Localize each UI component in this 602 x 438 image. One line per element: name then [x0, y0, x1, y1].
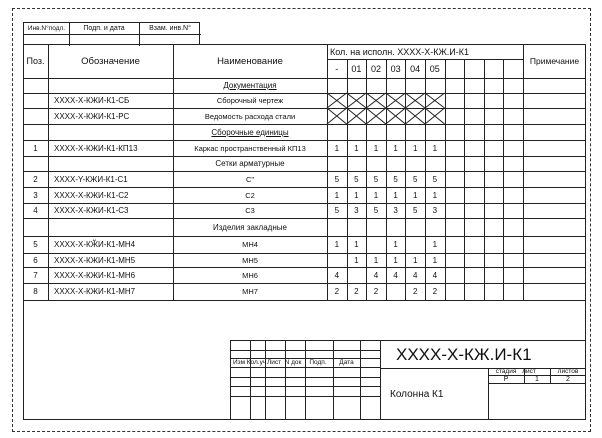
- stage-label: стадия: [495, 368, 517, 375]
- row-designation: XXXX-X-КЖИ-К1-С2: [54, 190, 129, 200]
- title-block-line: [305, 340, 306, 420]
- row-pos: 2: [33, 174, 38, 184]
- row-qty: [425, 108, 445, 124]
- row-pos: 3: [33, 190, 38, 200]
- revision-header: Подп.: [309, 359, 327, 366]
- row-designation: XXXX-X-КЖИ-К1-КП13: [54, 143, 138, 153]
- stamp-header-sign: Подп. и дата: [83, 25, 125, 32]
- header-name: Наименование: [217, 55, 283, 67]
- row-qty: 1: [354, 143, 359, 153]
- row-name: Сборочный чертеж: [216, 96, 284, 105]
- row-designation: XXXX-X-КЖИ-К1-С3: [54, 206, 129, 215]
- row-designation: XXXX-Y-КЖИ-К1-С1: [54, 174, 128, 184]
- row-qty: [405, 108, 425, 124]
- row-qty: 4: [334, 270, 340, 280]
- revision-header: Изм: [232, 359, 246, 366]
- row-pos: 1: [33, 143, 38, 153]
- row-qty: 4: [432, 270, 438, 280]
- sheets-value: 2: [566, 375, 570, 383]
- title-block-line: [488, 383, 586, 384]
- row-qty: 5: [432, 174, 438, 184]
- stamp-header-inv: Инв.N°подл.: [27, 25, 66, 32]
- title-block-line: [285, 340, 286, 420]
- row-qty: 1: [354, 190, 359, 200]
- row-qty: 2: [412, 287, 418, 296]
- row-qty: 1: [412, 190, 418, 200]
- row-name: Ведомость расхода стали: [204, 111, 296, 121]
- row-qty: 4: [393, 270, 398, 280]
- row-qty: [425, 93, 445, 108]
- row-qty: 5: [373, 206, 379, 215]
- row-name: С": [245, 174, 255, 184]
- title-block-line: [360, 340, 361, 420]
- row-qty: 1: [393, 190, 398, 200]
- row-name: МН6: [242, 270, 258, 280]
- row-pos: 8: [33, 287, 38, 296]
- row-qty: 1: [432, 143, 438, 153]
- revision-header: Лист: [266, 359, 282, 366]
- row-qty: 3: [432, 206, 438, 215]
- title-block-line: [333, 340, 334, 420]
- row-qty: [366, 93, 386, 108]
- row-qty: 1: [373, 190, 379, 200]
- title-block-line: [250, 340, 251, 420]
- row-qty: 1: [432, 190, 438, 200]
- row-qty: 5: [334, 174, 340, 184]
- row-qty: 2: [373, 287, 379, 296]
- row-qty: [327, 93, 347, 108]
- row-qty: 4: [412, 270, 418, 280]
- row-qty: 1: [393, 240, 398, 249]
- stamp-header-replace: Взам. инв.N°: [149, 25, 191, 32]
- row-qty: 1: [432, 255, 438, 265]
- row-name: С3: [245, 206, 255, 215]
- row-pos: 5: [33, 240, 38, 249]
- revision-header: Кол.уч: [246, 359, 267, 366]
- header-qty-column: 02: [370, 63, 381, 74]
- row-qty: 1: [334, 143, 340, 153]
- row-qty: 1: [393, 143, 398, 153]
- section-heading: Сборочные единицы: [211, 127, 289, 137]
- header-pos: Поз.: [26, 56, 45, 66]
- row-qty: 5: [334, 206, 340, 215]
- row-designation: XXXX-X-КЖИ-К1-МН7: [54, 287, 136, 296]
- row-qty: 3: [393, 206, 398, 215]
- title-block-line: [230, 340, 231, 420]
- row-qty: [327, 108, 347, 124]
- row-qty: [347, 267, 367, 283]
- row-designation: XXXX-X-КӁИ-К1-МН4: [54, 240, 136, 249]
- header-qty-column: 03: [390, 63, 401, 74]
- row-qty: 1: [412, 255, 418, 265]
- revision-header: N док: [284, 359, 302, 366]
- row-pos: 4: [33, 206, 38, 215]
- row-qty: [366, 108, 386, 124]
- section-heading: Документация: [223, 81, 277, 90]
- row-pos: [23, 108, 48, 124]
- row-qty: 1: [432, 240, 438, 249]
- row-qty: [386, 93, 406, 108]
- sheet-label: лист: [522, 368, 536, 375]
- row-pos: [23, 93, 48, 108]
- header-qty-column: 01: [351, 63, 362, 74]
- row-pos: 6: [33, 255, 38, 265]
- row-qty: 4: [373, 270, 379, 280]
- row-qty: 2: [334, 287, 340, 296]
- row-qty: 5: [393, 174, 398, 184]
- subsection-heading: Изделия закладные: [213, 222, 287, 232]
- drawing-title: Колонна К1: [390, 388, 444, 400]
- sheets-label: листов: [557, 368, 579, 375]
- stage-value: Р: [503, 375, 509, 383]
- row-qty: 1: [354, 240, 359, 249]
- row-qty: 1: [412, 143, 418, 153]
- subsection-heading: Сетки арматурные: [215, 159, 285, 168]
- row-qty: [347, 93, 367, 108]
- drawing-code: XXXX-X-КЖ.И-К1: [396, 344, 532, 364]
- row-qty: 1: [334, 190, 340, 200]
- row-designation: XXXX-X-КЖИ-К1-СБ: [54, 96, 130, 105]
- header-qty-column: 05: [429, 63, 440, 74]
- row-qty: [327, 253, 347, 267]
- row-qty: 2: [354, 287, 359, 296]
- row-designation: XXXX-X-КЖИ-К1-МН6: [54, 270, 136, 280]
- row-name: МН5: [242, 255, 258, 265]
- row-designation: XXXX-X-КЖИ-К1-МН5: [54, 255, 136, 265]
- header-designation: Обозначение: [81, 55, 140, 67]
- row-qty: 1: [373, 255, 379, 265]
- header-qty-column: 04: [410, 63, 421, 74]
- header-note: Примечание: [529, 56, 580, 66]
- sheet-value: 1: [535, 375, 539, 383]
- revision-header: Дата: [339, 359, 354, 366]
- row-designation: XXXX-X-КЖИ-К1-РС: [54, 111, 130, 121]
- row-pos: 7: [33, 270, 38, 280]
- row-qty: 3: [354, 206, 359, 215]
- row-qty: 5: [373, 174, 379, 184]
- title-block-line: [265, 340, 266, 420]
- row-qty: [386, 108, 406, 124]
- row-qty: [347, 108, 367, 124]
- row-name: С2: [245, 190, 255, 200]
- header-qty-column: -: [335, 63, 339, 74]
- row-name: МН7: [242, 287, 258, 296]
- row-qty: 1: [393, 255, 398, 265]
- row-qty: [386, 283, 406, 300]
- row-qty: 2: [432, 287, 438, 296]
- row-qty: 1: [373, 143, 379, 153]
- row-qty: [405, 93, 425, 108]
- header-qty-title: Кол. на исполн. XXXX-X-КЖ.И-К1: [330, 46, 469, 57]
- row-qty: 5: [412, 206, 418, 215]
- row-qty: 5: [354, 174, 359, 184]
- row-name: МН4: [242, 240, 258, 249]
- row-qty: 1: [334, 240, 340, 249]
- row-name: Каркас пространственный КП13: [194, 143, 306, 153]
- row-qty: [405, 236, 425, 253]
- row-qty: [366, 236, 386, 253]
- row-qty: 5: [412, 174, 418, 184]
- row-qty: 1: [354, 255, 359, 265]
